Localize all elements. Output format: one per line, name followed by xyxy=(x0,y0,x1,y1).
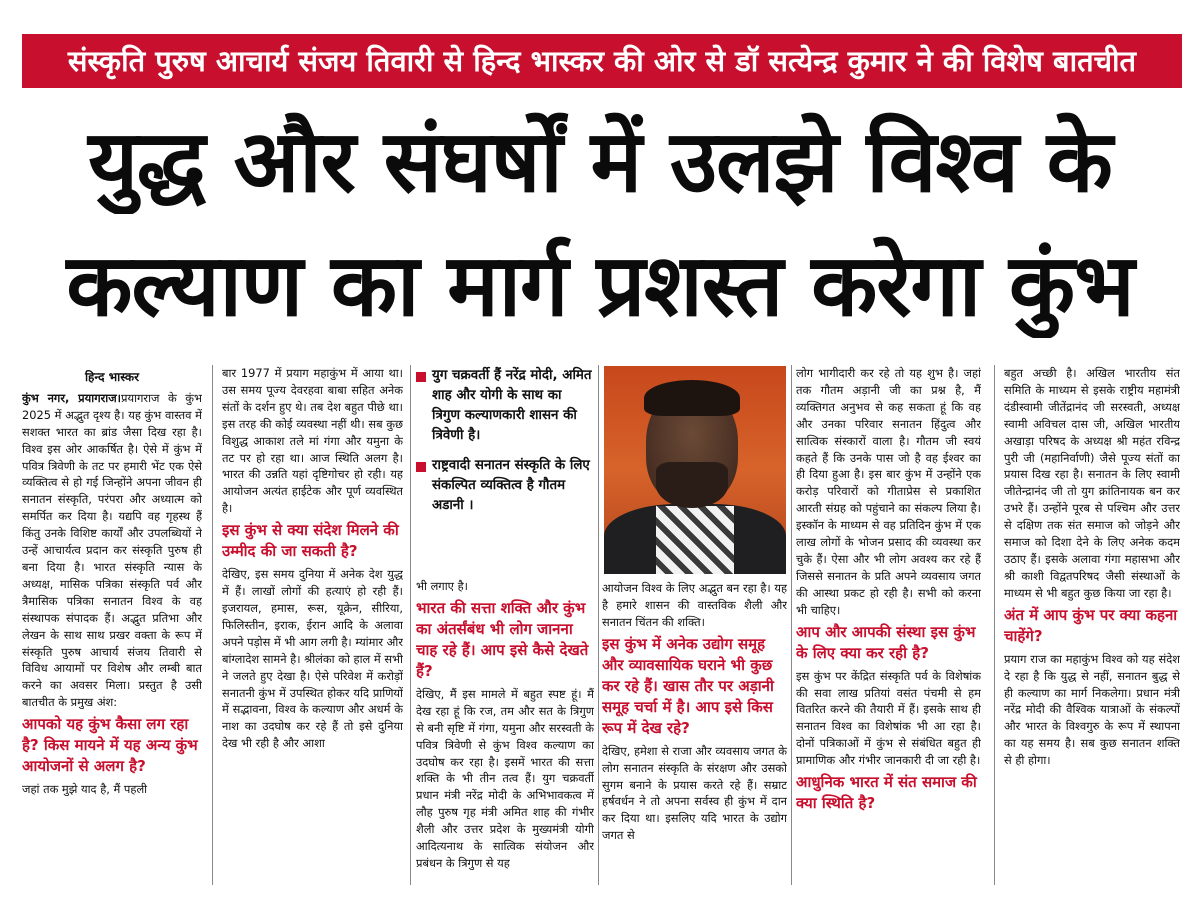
headline-line-1: युद्ध और संघर्षों में उलझे विश्व के xyxy=(88,112,1112,212)
article-paragraph: देखिए, मैं इस मामले में बहुत स्पष्ट हूं। मैं देख रहा हूं कि रज, तम और सत के त्रिगुण से बनी सृष्टि में गंगा, यमुना और सरस्वती के पवित्र त्रिवेणी से कुंभ विश्व कल्याण का उदघोष कर रहा है। इसमें भारत की सत्ता शक्ति के भी तीन तत्व हैं। युग चक्रवर्ती प्रधान मंत्री नरेंद्र मोदी के अभिभावकत्व में लौह पुरुष गृह मंत्री अमित शाह की गंभीर शैली और उत्तर प्रदेश के मुख्यमंत्री योगी आदित्यनाथ के सात्विक संयोजन और प्रबंधन के त्रिगुण से यह xyxy=(416,686,594,870)
article-paragraph: बहुत अच्छी है। अखिल भारतीय संत समिति के माध्यम से इसके राष्ट्रीय महामंत्री दंडीस्वामी जीतेंद्रानंद जी सरस्वती, अध्यक्ष स्वामी अविचल दास जी, अखिल भारतीय अखाड़ा परिषद के अध्यक्ष श्री महंत रविन्द्र पुरी जी (महानिर्वाणी) जैसे पूज्य संतों का प्रयास दिख रहा है। सनातन के लिए स्वामी जीतेन्द्रानंद जी तो युग क्रांतिनायक बन कर उभरे हैं। उन्होंने पूरब से पश्चिम और उत्तर से दक्षिण तक संत समाज को जोड़ने और समाज को दिशा देने के लिए अनेक कदम उठाए हैं। इसके अलावा गंगा महासभा और श्री काशी विद्वतपरिषद जैसी संस्थाओं के माध्यम से भी बहुत कुछ किया जा रहा है। xyxy=(1004,366,1180,600)
photo-beard xyxy=(656,462,728,508)
pull-quote xyxy=(416,456,594,516)
headline-line-2: कल्याण का मार्ग प्रशस्त करेगा कुंभ xyxy=(66,236,1134,336)
photo-shawl xyxy=(656,506,734,574)
photo-hair xyxy=(644,380,740,416)
article-column-4 xyxy=(602,580,787,885)
pull-quote-text: युग चक्रवर्ती हैं नरेंद्र मोदी, अमित शाह और योगी के साथ का त्रिगुण कल्याणकारी शासन की त्रिवेणी है। xyxy=(432,368,592,443)
dateline: कुंभ नगर, प्रयागराज। xyxy=(22,390,121,405)
column-divider xyxy=(212,365,213,885)
pull-quote-box xyxy=(416,366,594,576)
article-paragraph: भी लगाए है। xyxy=(416,579,468,593)
interview-question: आधुनिक भारत में संत समाज की क्या स्थिति है? xyxy=(796,773,977,813)
column-divider xyxy=(791,365,792,885)
column-divider xyxy=(994,365,995,885)
interview-question: आपको यह कुंभ कैसा लग रहा है? किस मायने में यह अन्य कुंभ आयोजनों से अलग है? xyxy=(22,715,198,776)
portrait-photo xyxy=(604,366,786,574)
article-paragraph: लोग भागीदारी कर रहे तो यह शुभ है। जहां तक गौतम अड़ानी जी का प्रश्न है, मैं व्यक्तिगत अनुभव से कह सकता हूं कि वह और उनका परिवार सनातन हिंदुत्व और सात्विक संस्कारों वाला है। गौतम जी स्वयं कहते हैं कि उनके पास जो है वह ईश्वर का ही दिया हुआ है। इस बार कुंभ में उन्होंने एक करोड़ परिवारों को गीताप्रेस से प्रकाशित आरती संग्रह को पहुंचाने का संकल्प लिया है। इस्कॉन के माध्यम से वह प्रतिदिन कुंभ में एक लाख लोगों के भोजन प्रसाद की व्यवस्था कर चुके हैं। ऐसा और भी लोग अवश्य कर रहे हैं जिससे सनातन के प्रति अपने व्यवसाय जगत की आस्था प्रकट हो रही है। सभी को करना भी चाहिए। xyxy=(796,366,981,617)
interview-question: भारत की सत्ता शक्ति और कुंभ का अंतर्संबंध भी लोग जानना चाह रहे हैं। आप इसे कैसे देखते हैं? xyxy=(416,598,589,680)
article-paragraph: देखिए, इस समय दुनिया में अनेक देश युद्ध में हैं। लाखों लोगों की हत्याएं हो रही हैं। इजरायल, हमास, रूस, यूक्रेन, सीरिया, फिलिस्तीन, इराक, ईरान आदि के अलावा अपने पड़ोस में भी आग लगी है। म्यांमार और बांग्लादेश सामने है। श्रीलंका को हाल में सभी ने जलते हुए देखा है। ऐसे परिवेश में करोड़ों सनातनी कुंभ में उपस्थित होकर यदि प्राणियों में सद्भावना, विश्व के कल्याण और अधर्म के नाश का उदघोष कर रहे हैं तो इसे दुनिया देख भी रही है और आशा xyxy=(222,567,403,751)
column-divider xyxy=(598,365,599,885)
column-divider xyxy=(410,365,411,885)
interview-question: अंत में आप कुंभ पर क्या कहना चाहेंगे? xyxy=(1004,605,1178,645)
section-banner: संस्कृति पुरुष आचार्य संजय तिवारी से हिन्द भास्कर की ओर से डॉ सत्येन्द्र कुमार ने की विशेष बातचीत xyxy=(22,34,1182,88)
square-bullet-icon xyxy=(416,462,426,472)
interview-question: आप और आपकी संस्था इस कुंभ के लिए क्या कर रही है? xyxy=(796,622,976,662)
article-column-6 xyxy=(1004,365,1180,885)
pull-quote-text: राष्ट्रवादी सनातन संस्कृति के लिए संकल्पित व्यक्तित्व है गौतम अडानी । xyxy=(432,458,590,513)
article-column-3 xyxy=(416,578,594,885)
square-bullet-icon xyxy=(416,372,426,382)
article-paragraph: बार 1977 में प्रयाग महाकुंभ में आया था। उस समय पूज्य देवरहवा बाबा सहित अनेक संतों के दर्शन हुए थे। तब देश बहुत पीछे था। इस तरह की कोई व्यवस्था नहीं थी। सब कुछ विशुद्ध आकाश तले मां गंगा और यमुना के तट पर हो रहा था। आज स्थिति अलग है। भारत की उन्नति यहां दृष्टिगोचर हो रही। यह आयोजन अत्यंत हाईटेक और पूर्ण व्यवस्थित है। xyxy=(222,366,403,516)
interview-question: इस कुंभ से क्या संदेश मिलने की उम्मीद की जा सकती है? xyxy=(222,521,399,561)
article-paragraph: जहां तक मुझे याद है, मैं पहली xyxy=(22,782,148,797)
article-paragraph: आयोजन विश्व के लिए अद्भुत बन रहा है। यह है हमारे शासन की वास्तविक शैली और सनातन चिंतन की शक्ति। xyxy=(602,581,787,629)
article-paragraph xyxy=(22,390,202,711)
article-paragraph: इस कुंभ पर केंद्रित संस्कृति पर्व के विशेषांक की सवा लाख प्रतियां वसंत पंचमी से हम वितरित करने की तैयारी में हैं। इसके साथ ही सनातन विश्व का विशेषांक भी आ रहा है। दोनों पत्रिकाओं में कुंभ से संबंधित बहुत ही प्रामाणिक और गंभीर जानकारी दी जा रही है। xyxy=(796,668,981,768)
interview-question: इस कुंभ में अनेक उद्योग समूह और व्यावसायिक घराने भी कुछ कर रहे हैं। खास तौर पर अड़ानी समूह चर्चा में है। आप इसे किस रूप में देख रहे? xyxy=(602,634,774,737)
paragraph-text: प्रयागराज के कुंभ 2025 में अद्भुत दृश्य है। यह कुंभ वास्तव में सशक्त भारत का ब्रांड जैसा दिख रहा है। विश्व इस ओर आकर्षित है। ऐसे में कुंभ में पवित्र त्रिवेणी के तट पर हमारी भेंट एक ऐसे व्यक्तित्व से हो गई जिन्होंने अपना जीवन ही सनातन संस्कृति, परंपरा और अध्यात्म को समर्पित कर दिया है। यद्यपि वह गृहस्थ हैं किंतु उनके विशिष्ट कार्यों और उपलब्धियों ने उन्हें आचार्यत्व प्रदान कर संस्कृति पुरुष ही बना दिया है। भारत संस्कृति न्यास के अध्यक्ष, मासिक पत्रिका संस्कृति पर्व और त्रैमासिक पत्रिका सनातन विश्व के वह संस्थापक संपादक हैं। अद्भुत प्रतिभा और लेखन के साथ साथ प्रखर वक्ता के रूप में संस्कृति पुरुष आचार्य संजय तिवारी से विविध आयामों पर विशेष और लम्बी बात करने का अवसर मिला। प्रस्तुत है उसी बातचीत के प्रमुख अंश: xyxy=(22,390,202,710)
byline: हिन्द भास्कर xyxy=(84,370,140,384)
article-column-2 xyxy=(222,365,403,885)
article-paragraph: प्रयाग राज का महाकुंभ विश्व को यह संदेश दे रहा है कि युद्ध से नहीं, सनातन बुद्ध से ही कल्याण का मार्ग निकलेगा। प्रधान मंत्री नरेंद्र मोदी की वैश्विक यात्राओं के संकल्पों और भारत के विश्वगुरु के रूप में स्थापना का यह समय है। सब कुछ सनातन शक्ति से ही होगा। xyxy=(1004,651,1180,768)
article-column-5 xyxy=(796,365,981,885)
article-paragraph: देखिए, हमेशा से राजा और व्यवसाय जगत के लोग सनातन संस्कृति के संरक्षण और उसको सुगम बनाने के प्रयास करते रहे हैं। सम्राट हर्षवर्धन ने तो अपना सर्वस्व ही कुंभ में दान कर दिया था। इसलिए यदि भारत के उद्योग जगत से xyxy=(602,743,787,843)
pull-quote xyxy=(416,366,594,446)
article-column-1 xyxy=(22,365,202,885)
